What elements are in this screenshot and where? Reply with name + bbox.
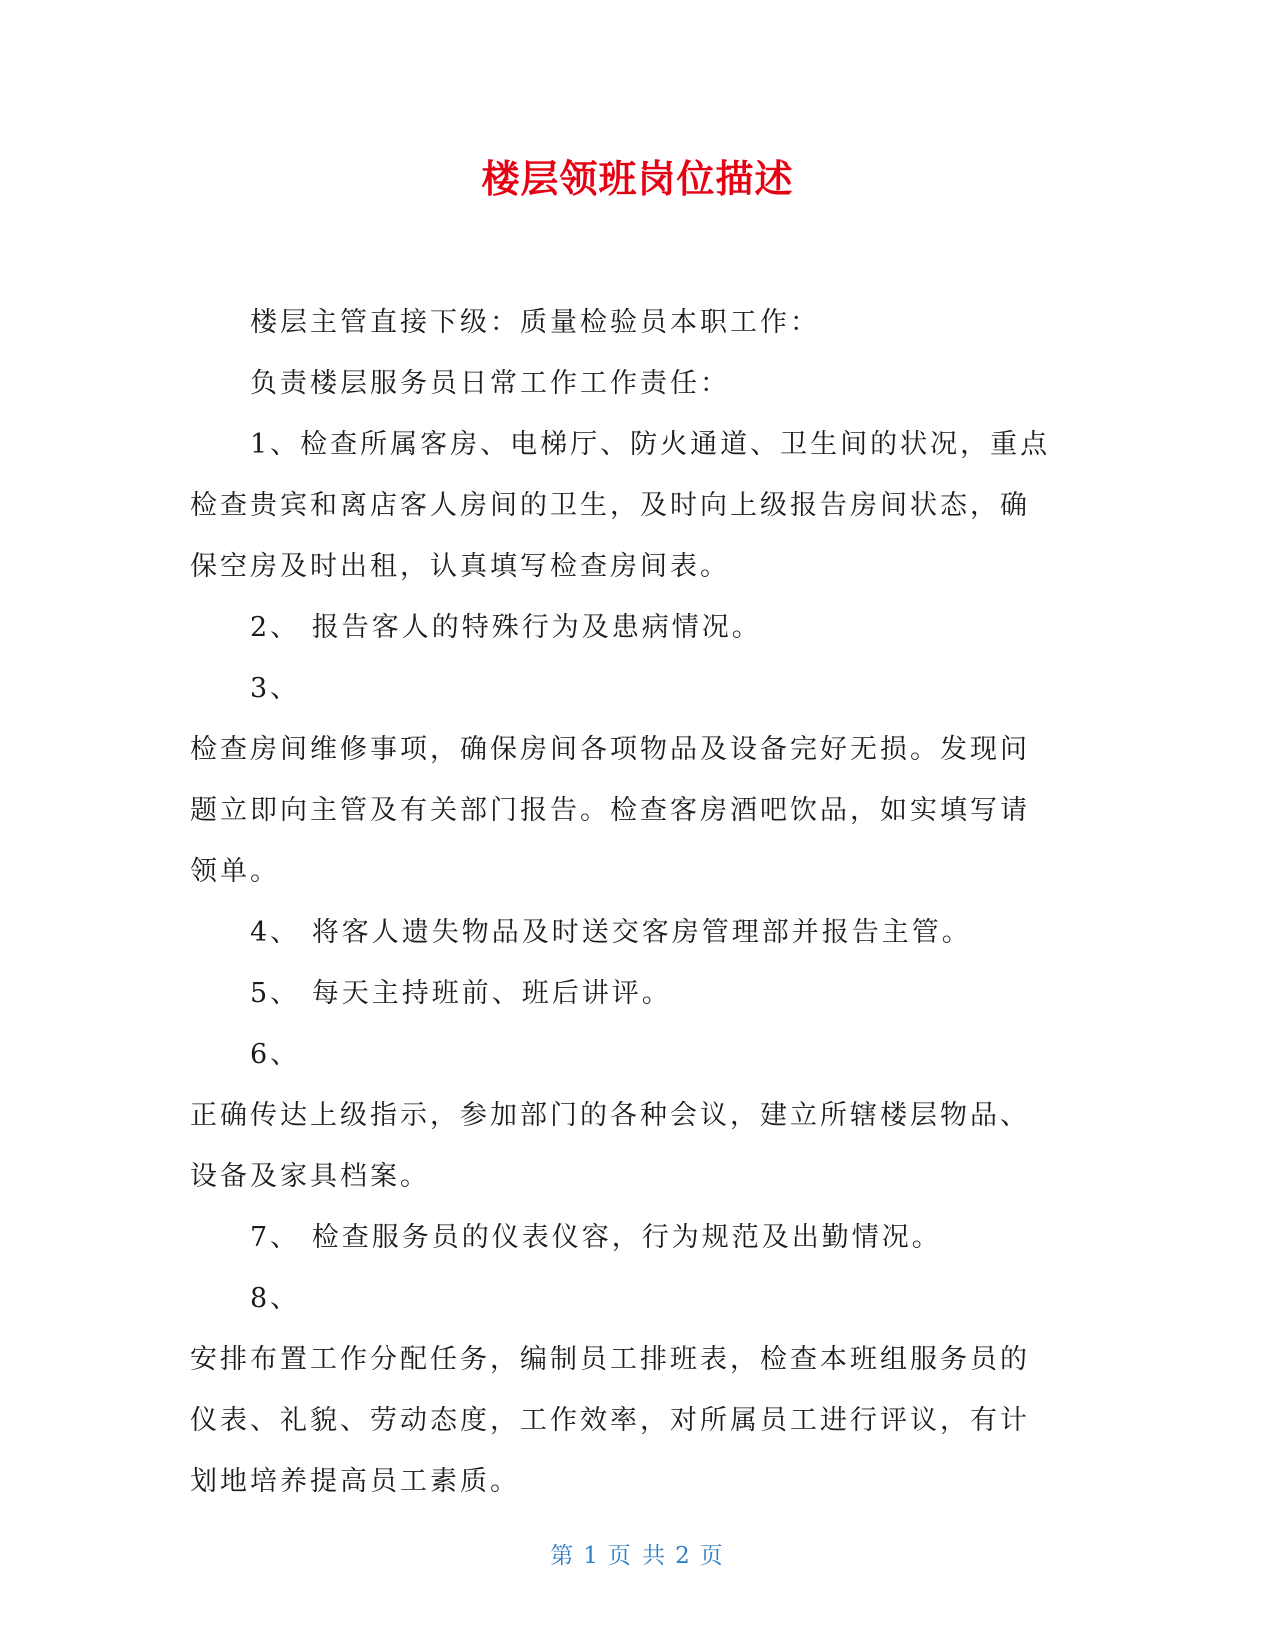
page-label-mid: 页 共 [607, 1543, 668, 1569]
document-title: 楼层领班岗位描述 [481, 157, 794, 201]
page-number-footer [0, 1537, 1275, 1570]
current-page-number: 1 [583, 1543, 600, 1569]
paragraph-line: 正确传达上级指示，参加部门的各种会议，建立所辖楼层物品、 [190, 1100, 1030, 1131]
paragraph-line: 8、 [250, 1283, 301, 1314]
page-label-suffix: 页 [699, 1543, 725, 1569]
paragraph-line: 检查房间维修事项，确保房间各项物品及设备完好无损。发现问 [190, 734, 1030, 765]
paragraph-line: 设备及家具档案。 [190, 1161, 430, 1192]
paragraph-line: 6、 [250, 1039, 301, 1070]
paragraph-line: 领单。 [190, 856, 280, 887]
paragraph-line: 仪表、礼貌、劳动态度，工作效率，对所属员工进行评议，有计 [190, 1405, 1030, 1436]
paragraph-line: 1、检查所属客房、电梯厅、防火通道、卫生间的状况，重点 [250, 429, 1051, 460]
paragraph-line: 5、 每天主持班前、班后讲评。 [250, 978, 672, 1009]
paragraph-line: 2、 报告客人的特殊行为及患病情况。 [250, 612, 762, 643]
paragraph-line: 3、 [250, 673, 301, 704]
document-body [190, 292, 1080, 1512]
paragraph-line: 划地培养提高员工素质。 [190, 1466, 520, 1497]
paragraph-line: 7、 检查服务员的仪表仪容，行为规范及出勤情况。 [250, 1222, 942, 1253]
paragraph-line: 保空房及时出租，认真填写检查房间表。 [190, 551, 730, 582]
paragraph-line: 安排布置工作分配任务，编制员工排班表，检查本班组服务员的 [190, 1344, 1030, 1375]
paragraph-line: 楼层主管直接下级：质量检验员本职工作： [250, 307, 820, 338]
paragraph-line: 4、 将客人遗失物品及时送交客房管理部并报告主管。 [250, 917, 972, 948]
page-label-prefix: 第 [550, 1543, 576, 1569]
paragraph-line: 检查贵宾和离店客人房间的卫生，及时向上级报告房间状态，确 [190, 490, 1030, 521]
paragraph-line: 题立即向主管及有关部门报告。检查客房酒吧饮品，如实填写请 [190, 795, 1030, 826]
total-pages-number: 2 [675, 1543, 692, 1569]
paragraph-line: 负责楼层服务员日常工作工作责任： [250, 368, 730, 399]
